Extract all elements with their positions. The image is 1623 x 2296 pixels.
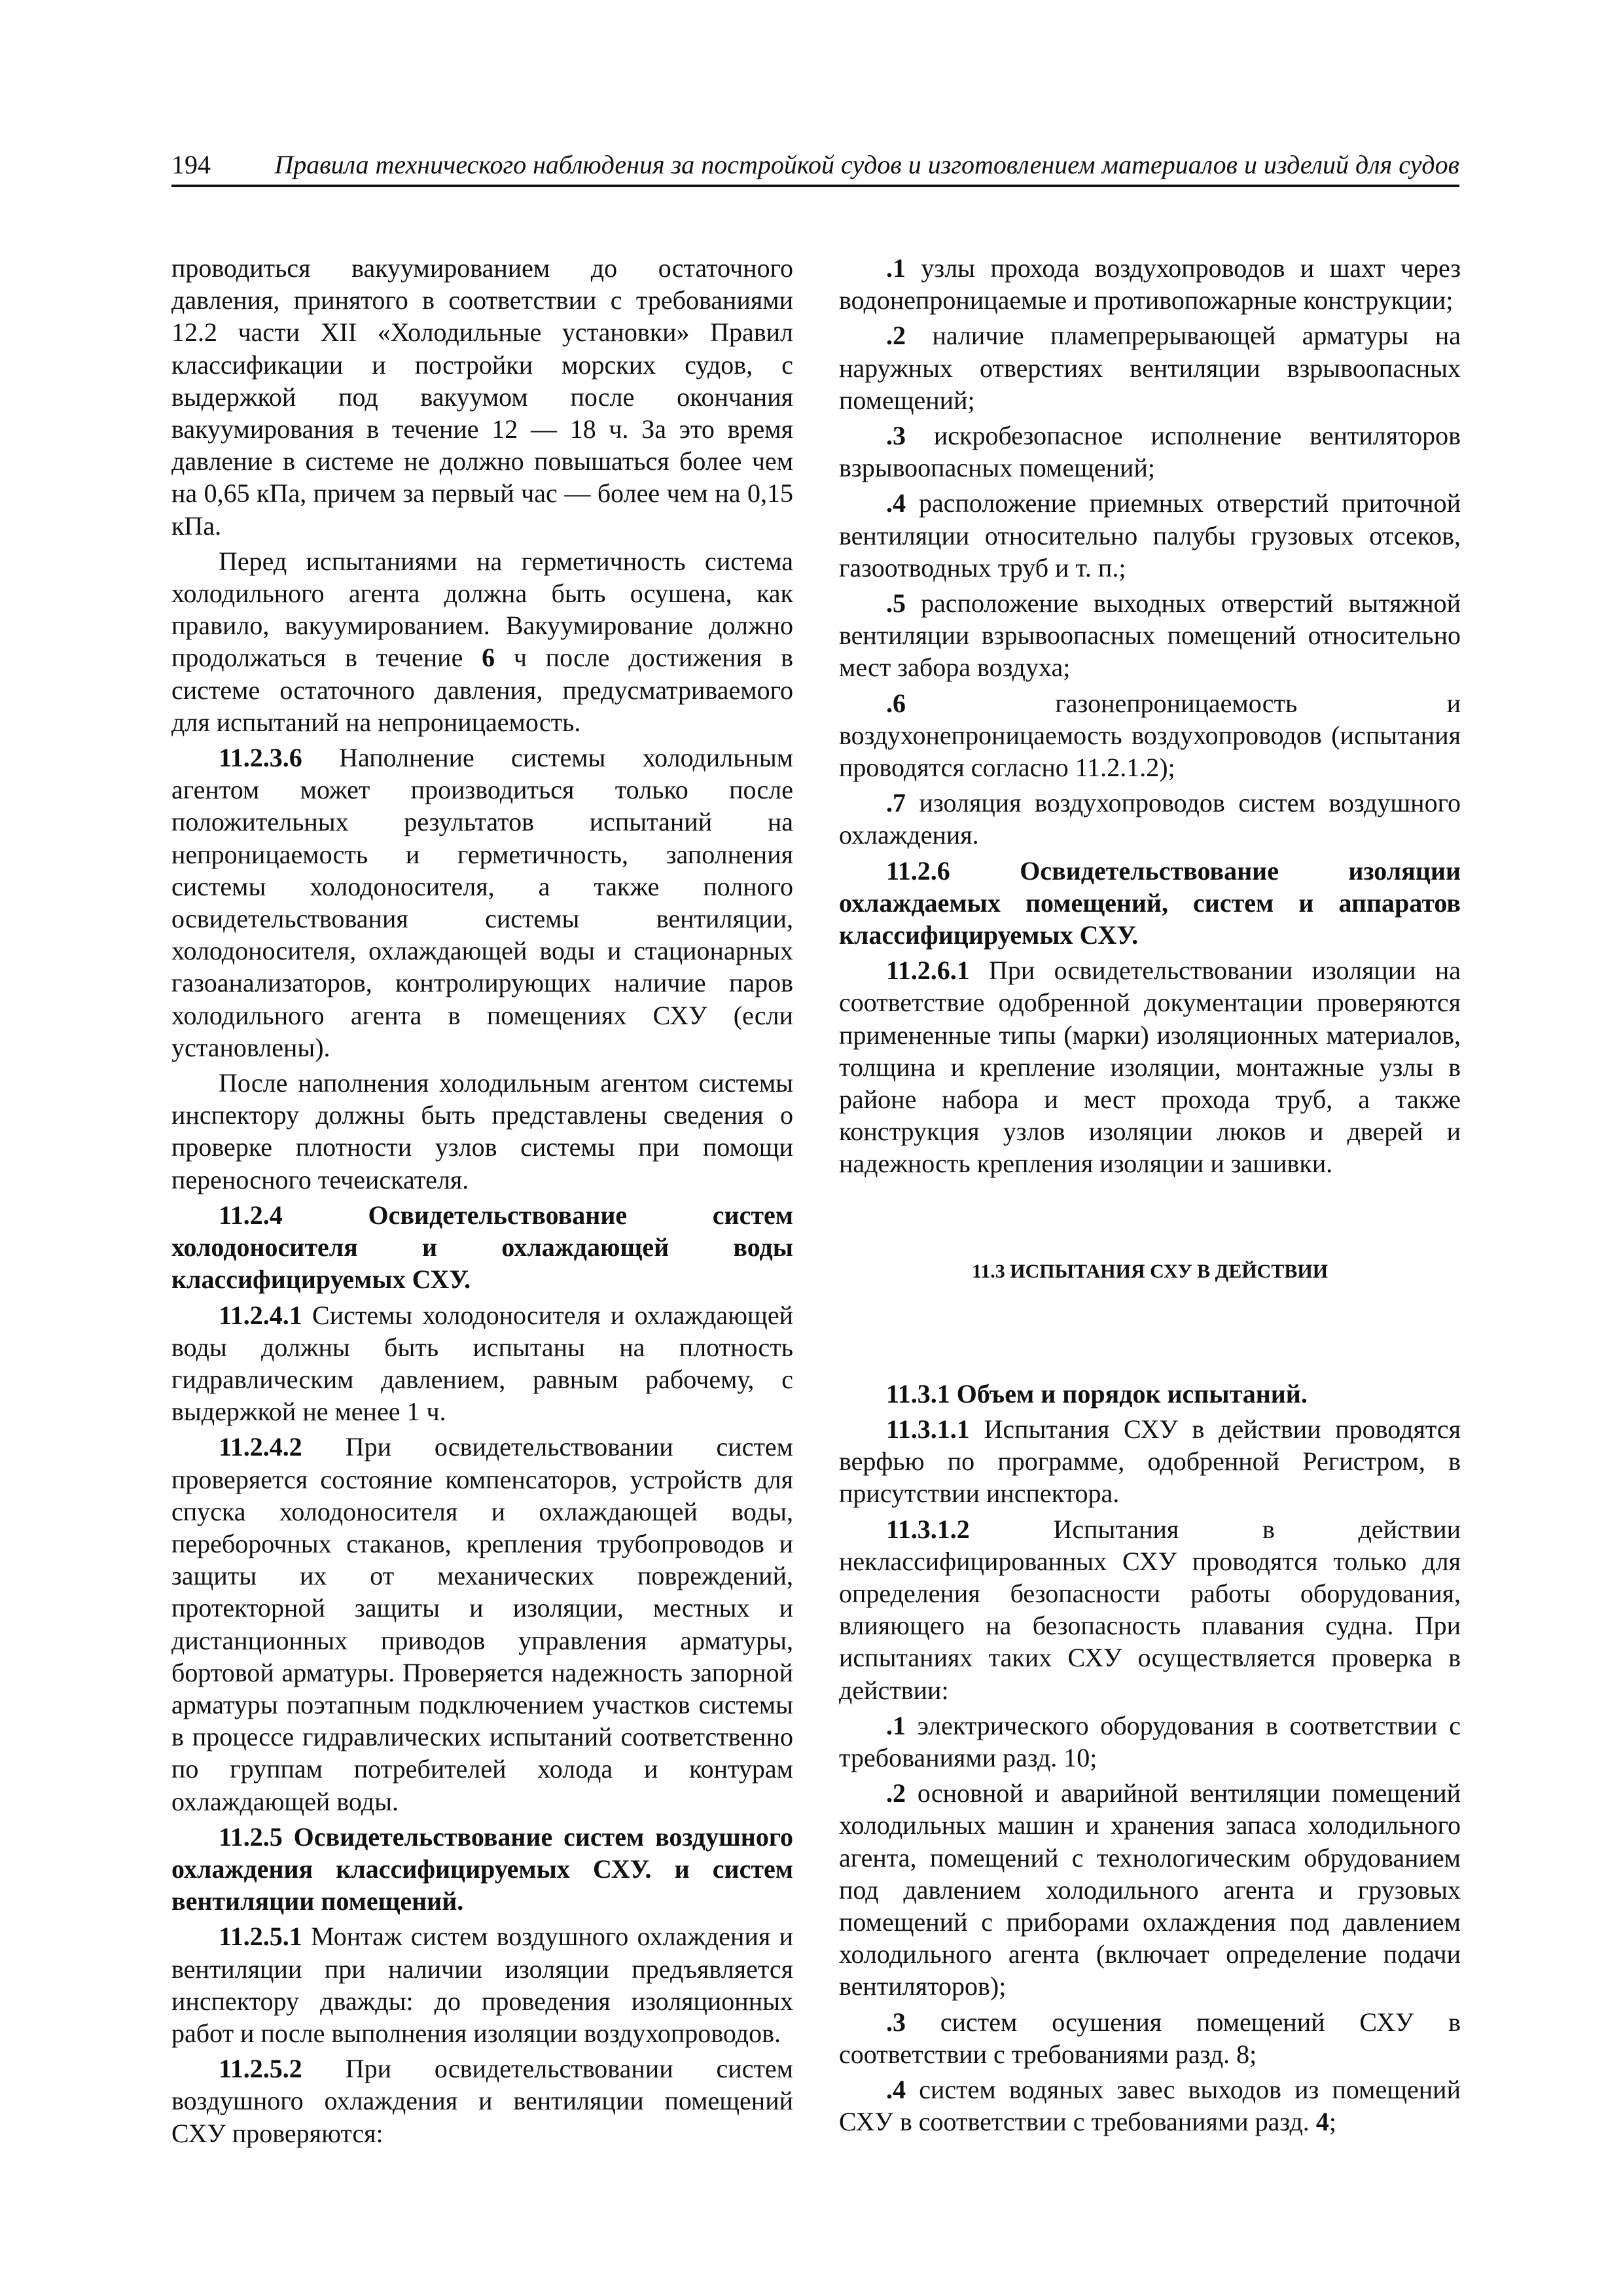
clause-11-3-1-2: 11.3.1.2 Испытания в действии неклассифицированных СХУ проводятся только для определения безопасности работы оборудования, влияющего на безопасность плавания судна. При испытаниях таких СХУ осуществляется проверка в действии: [839, 1514, 1461, 1705]
clause-11-2-4-2: 11.2.4.2 При освидетельствовании систем проверяется состояние компенсаторов, устройств для спуска холодоносителя и охлаждающей воды, переборочных стаканов, крепления трубопроводов и защиты их от механических повреждений, протекторной защиты и изоляции, местных и дистанционных приводов управления арматуры, бортовой арматуры. Проверяется надежность запорной арматуры поэтапным подключением участков системы в процессе гидравлических испытаний соответственно по группам потребителей холода и контурам охлаждающей воды. [171, 1432, 793, 1816]
right-column [839, 252, 1461, 2141]
list-item: .7 изоляция воздухопроводов систем воздушного охлаждения. [839, 788, 1461, 850]
list-item: .1 узлы прохода воздухопроводов и шахт через водонепроницаемые и противопожарные конструкции; [839, 253, 1461, 315]
list-item: .1 электрического оборудования в соответствии с требованиями разд. 10; [839, 1710, 1461, 1772]
left-column [171, 252, 793, 2153]
section-heading-11-2-6: 11.2.6 Освидетельствование изоляции охлаждаемых помещений, систем и аппаратов классифицируемых СХУ. [839, 855, 1461, 950]
clause-11-3-1-1: 11.3.1.1 Испытания СХУ в действии проводятся верфью по программе, одобренной Регистром, в присутствии инспектора. [839, 1414, 1461, 1509]
section-heading-11-2-4: 11.2.4 Освидетельствование систем холодоносителя и охлаждающей воды классифицируемых СХУ. [171, 1200, 793, 1295]
list-item: .2 основной и аварийной вентиляции помещений холодильных машин и хранения запаса холодильного агента, помещений с технологическим обрудованием под давлением холодильного агента и грузовых помещений с приборами охлаждения под давлением холодильного агента (включает определение подачи вентиляторов); [839, 1778, 1461, 2001]
clause-11-2-5-1: 11.2.5.1 Монтаж систем воздушного охлаждения и вентиляции при наличии изоляции предъявляется инспектору дважды: до проведения изоляционных работ и после выполнения изоляции воздухопроводов. [171, 1922, 793, 2048]
clause-11-2-5-2: 11.2.5.2 При освидетельствовании систем воздушного охлаждения и вентиляции помещений СХУ проверяются: [171, 2054, 793, 2148]
running-header [171, 144, 1459, 187]
list-item: .3 искробезопасное исполнение вентиляторов взрывоопасных помещений; [839, 421, 1461, 483]
clause-11-2-3-6: 11.2.3.6 Наполнение системы холодильным агентом может производиться только после положительных результатов испытаний на непроницаемость и герметичность, заполнения системы холодоносителя, а также полного освидетельствования системы вентиляции, холодоносителя, охлаждающей воды и стационарных газоанализаторов, контролирующих наличие паров холодильного агента в помещениях СХУ (если установлены). [171, 743, 793, 1062]
running-title: Правила технического наблюдения за постройкой судов и изготовлением материалов и изделий для судов [274, 150, 1459, 179]
chapter-title: 11.3 ИСПЫТАНИЯ СХУ В ДЕЙСТВИИ [971, 1260, 1329, 1282]
clause-11-2-4-1: 11.2.4.1 Системы холодоносителя и охлаждающей воды должны быть испытаны на плотность гидравлическим давлением, равным рабочему, с выдержкой не менее 1 ч. [171, 1300, 793, 1427]
list-item: .4 расположение приемных отверстий приточной вентиляции относительно палубы грузовых отсеков, газоотводных труб и т. п.; [839, 488, 1461, 583]
clause-11-2-6-1: 11.2.6.1 При освидетельствовании изоляции на соответствие одобренной документации проверяются примененные типы (марки) изоляционных материалов, толщина и крепление изоляции, монтажные узлы в районе набора и мест прохода труб, а также конструкция узлов изоляции люков и дверей и надежность крепления изоляции и зашивки. [839, 956, 1461, 1179]
list-item: .4 систем водяных завес выходов из помещений СХУ в соответствии с требованиями разд. 4; [839, 2074, 1461, 2137]
list-item: .6 газонепроницаемость и воздухонепроницаемость воздухопроводов (испытания проводятся согласно 11.2.1.2); [839, 688, 1461, 783]
paragraph: проводиться вакуумированием до остаточного давления, принятого в соответствии с требованиями 12.2 части XII «Холодильные установки» Правил классификации и постройки морских судов, с выдержкой под вакуумом после окончания вакуумирования в течение 12 — 18 ч. За это время давление в системе не должно повышаться более чем на 0,65 кПа, причем за первый час — более чем на 0,15 кПа. [171, 253, 793, 541]
list-item: .3 систем осушения помещений СХУ в соответствии с требованиями разд. 8; [839, 2007, 1461, 2069]
paragraph: После наполнения холодильным агентом системы инспектору должны быть представлены сведения о проверке плотности узлов системы при помощи переносного течеискателя. [171, 1068, 793, 1194]
page-number: 194 [171, 150, 211, 179]
list-item: .2 наличие пламепрерывающей арматуры на наружных отверстиях вентиляции взрывоопасных помещений; [839, 321, 1461, 415]
list-item: .5 расположение выходных отверстий вытяжной вентиляции взрывоопасных помещений относительно мест забора воздуха; [839, 588, 1461, 683]
section-heading-11-3-1: 11.3.1 Объем и порядок испытаний. [886, 1378, 1308, 1408]
section-heading-11-2-5: 11.2.5 Освидетельствование систем воздушного охлаждения классифицируемых СХУ. и систем вентиляции помещений. [171, 1821, 793, 1916]
paragraph: Перед испытаниями на герметичность система холодильного агента должна быть осушена, как правило, вакуумированием. Вакуумирование должно продолжаться в течение 6 ч после достижения в системе остаточного давления, предусматриваемого для испытаний на непроницаемость. [171, 546, 793, 737]
